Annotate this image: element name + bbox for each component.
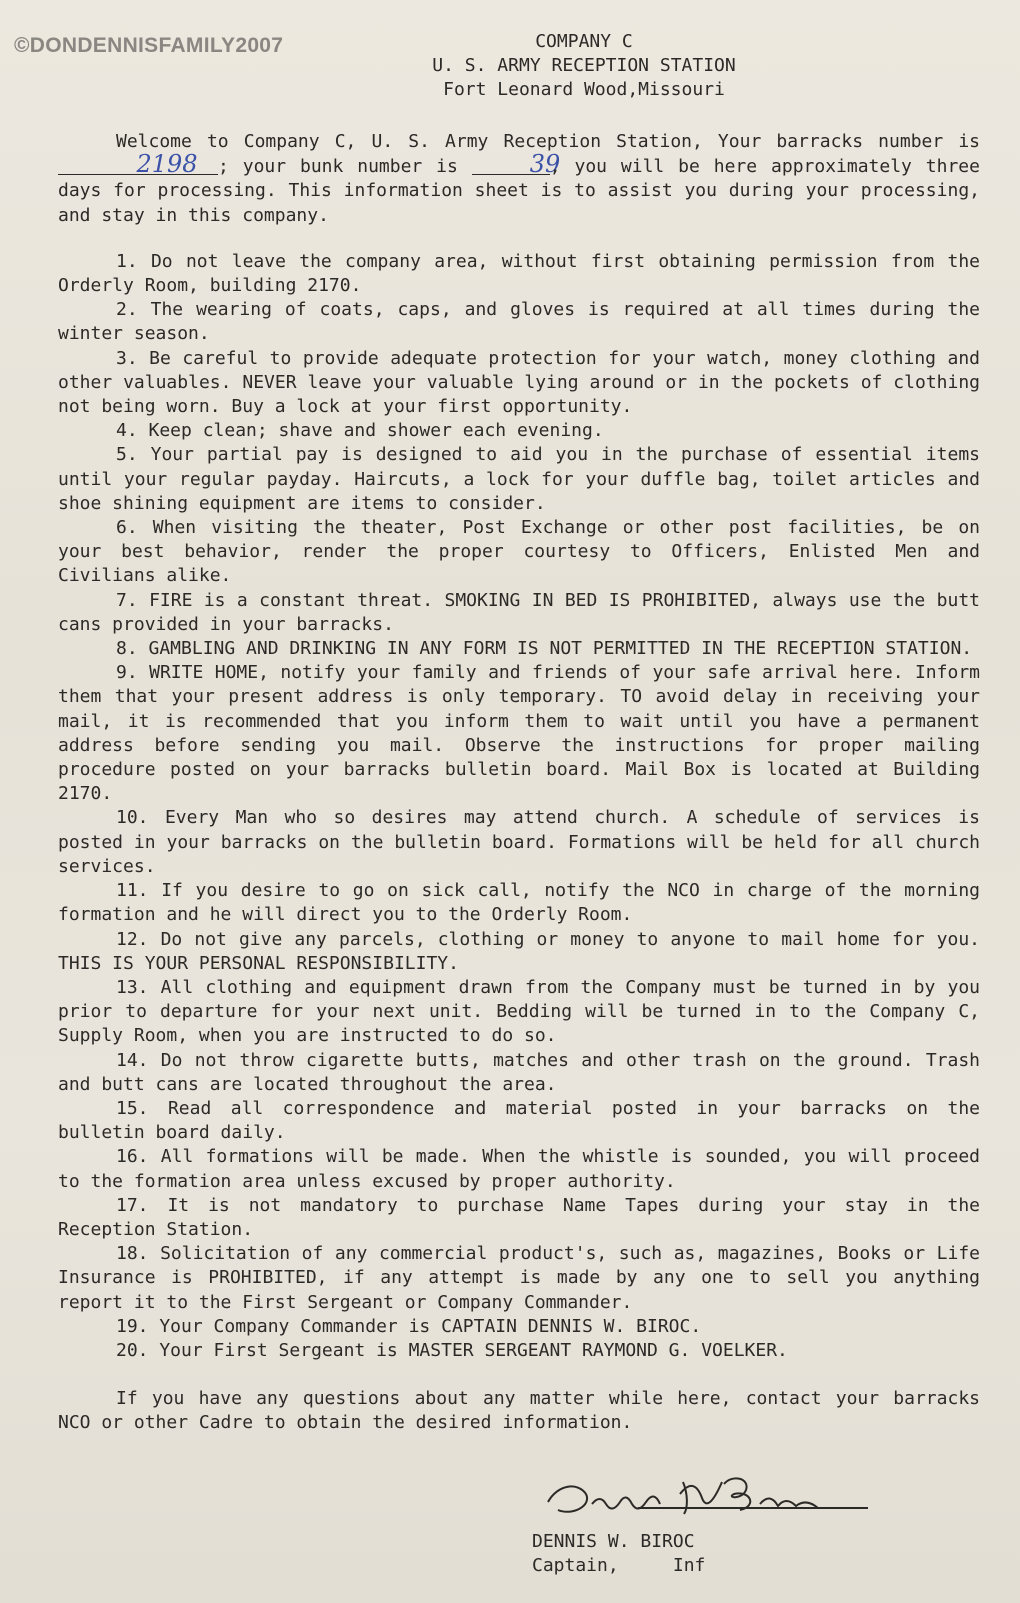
list-item: 19. Your Company Commander is CAPTAIN DENNIS W. BIROC. <box>116 1315 702 1337</box>
list-item: 16. All formations will be made. When the whistle is sounded, you will proceed to the formation area unless excused by proper authority. <box>58 1146 980 1192</box>
list-item: 9. WRITE HOME, notify your family and friends of your safe arrival here. Inform them that your present address is only temporary. TO avoid delay in receiving your mail, it is recommended that you inform them to wait until you have a permanent address before sending you mail. Observe the instructions for proper mailing procedure posted on your barracks bulletin board. Mail Box is located at Building 2170. <box>58 662 980 805</box>
list-item: 18. Solicitation of any commercial product's, such as, magazines, Books or Life Insurance is PROHIBITED, if any attempt is made by any one to sell you anything report it to the First Sergeant or Company Commander. <box>58 1243 980 1313</box>
list-item: 15. Read all correspondence and material posted in your barracks on the bulletin board daily. <box>58 1097 980 1144</box>
list-item: 8. GAMBLING AND DRINKING IN ANY FORM IS NOT PERMITTED IN THE RECEPTION STATION. <box>116 638 973 660</box>
list-item: 3. Be careful to provide adequate protection for your watch, money clothing and other valuables. NEVER leave your valuable lying around or in the pockets of clothing not being worn. Buy a lock at your first opportunity. <box>58 347 980 418</box>
list-item: 5. Your partial pay is designed to aid you in the purchase of essential items until your regular payday. Haircuts, a lock for your duffle bag, toilet articles and shoe shining equipment are items to consider. <box>58 444 980 514</box>
signatory-title: Captain, Inf <box>532 1554 706 1576</box>
list-item: 2. The wearing of coats, caps, and gloves is required at all times during the winter season. <box>58 299 980 345</box>
bunk-number-field: 39 <box>472 154 550 175</box>
list-item: 14. Do not throw cigarette butts, matches and other trash on the ground. Trash and butt cans are located throughout the area. <box>58 1049 980 1095</box>
barracks-number-field: 2198 <box>58 154 218 175</box>
intro-text-1: Welcome to Company C, U. S. Army Reception Station, Your barracks number is <box>116 131 980 152</box>
station-line: U. S. ARMY RECEPTION STATION <box>432 55 736 76</box>
company-line: COMPANY C <box>535 31 633 52</box>
list-item: 11. If you desire to go on sick call, notify the NCO in charge of the morning formation and he will direct you to the Orderly Room. <box>58 880 980 926</box>
closing-paragraph: If you have any questions about any matter while here, contact your barracks NCO or other Cadre to obtain the desired information. <box>58 1388 980 1434</box>
intro-text-3: , you will be here approximately three days for processing. This information sheet is to assist you during your processing, and stay in this company. <box>58 156 980 226</box>
list-item: 13. All clothing and equipment drawn from the Company must be turned in by you prior to departure for your next unit. Bedding will be turned in to the Company C, Supply Room, when you are instructed to do so. <box>58 976 980 1047</box>
list-item: 17. It is not mandatory to purchase Name Tapes during your stay in the Reception Station. <box>58 1194 980 1240</box>
signature-block <box>58 1454 980 1594</box>
signatory-name: DENNIS W. BIROC <box>532 1530 695 1552</box>
list-item: 7. FIRE is a constant threat. SMOKING IN BED IS PROHIBITED, always use the butt cans provided in your barracks. <box>58 589 980 635</box>
location-line: Fort Leonard Wood,Missouri <box>443 79 725 100</box>
list-item: 1. Do not leave the company area, without first obtaining permission from the Orderly Room, building 2170. <box>58 250 980 297</box>
list-item: 4. Keep clean; shave and shower each evening. <box>116 420 604 442</box>
list-item: 12. Do not give any parcels, clothing or money to anyone to mail home for you. THIS IS YOUR PERSONAL RESPONSIBILITY. <box>58 928 980 974</box>
list-item: 10. Every Man who so desires may attend church. A schedule of services is posted in your barracks on the bulletin board. Formations will be held for all church services. <box>58 807 980 877</box>
copyright-watermark: ©DONDENNISFAMILY2007 <box>14 34 284 57</box>
instruction-list <box>58 250 980 1363</box>
list-item: 6. When visiting the theater, Post Exchange or other post facilities, be on your best behavior, render the proper courtesy to Officers, Enlisted Men and Civilians alike. <box>58 517 980 587</box>
intro-text-2: ; your bunk number is <box>218 156 472 178</box>
intro-paragraph <box>58 130 980 228</box>
handwritten-signature <box>488 1464 908 1534</box>
list-item: 20. Your First Sergeant is MASTER SERGEANT RAYMOND G. VOELKER. <box>116 1339 788 1361</box>
letterhead <box>188 30 980 102</box>
